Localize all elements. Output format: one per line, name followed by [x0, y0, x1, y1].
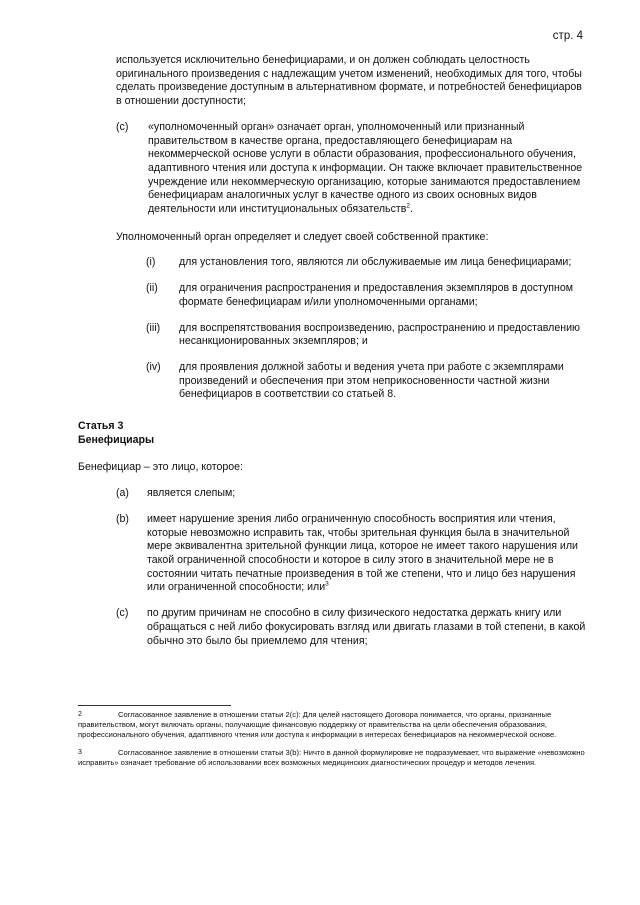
footnotes — [78, 705, 590, 776]
footnote-text: Согласованное заявление в отношении статьи 3(b): Ничто в данной формулировке не подразумевает, что выражение «невозможно исправить» означает требование об использовании всех возможных медицинских диагностических процедур и методов лечения. — [78, 748, 585, 768]
practice-item-i — [78, 256, 586, 270]
beneficiary-intro: Бенефициар – это лицо, которое: — [78, 461, 243, 474]
beneficiary-item-c — [78, 607, 586, 648]
footnote-2 — [78, 710, 590, 740]
item-label: (c) — [116, 607, 129, 620]
footnote-ref-2: 2 — [406, 202, 410, 210]
item-text: для установления того, являются ли обслуживаемые им лица бенефициарами; — [179, 256, 572, 269]
practice-item-iv — [78, 361, 586, 402]
footnote-3 — [78, 748, 590, 768]
beneficiary-item-a — [78, 487, 586, 501]
item-label: (a) — [116, 487, 129, 500]
definition-item-c — [78, 121, 586, 217]
item-label: (iv) — [146, 360, 161, 373]
footnote-text: Согласованное заявление в отношении статьи 2(c): Для целей настоящего Договора понимается, что органы, признанные правительством, могут включать органы, получающие финансовую поддержку от правительства на цели обеспечения образования, профессионального обучения, адаптивного чтения или доступа к информации в интересах бенефициаров на некоммерческой основе. — [78, 710, 557, 740]
practice-item-ii — [78, 282, 586, 309]
page-number: стр. 4 — [552, 30, 583, 42]
document-body — [78, 54, 586, 648]
item-label: (iii) — [146, 321, 161, 334]
article-title: Бенефициары — [78, 433, 155, 446]
item-text: по другим причинам не способно в силу физического недостатка держать книгу или обращаться с ней либо фокусировать взгляд или двигать глазами в той степени, в какой обычно это было бы приемлемо для чтения; — [147, 607, 586, 647]
continuation-paragraph: используется исключительно бенефициарами, и он должен соблюдать целостность оригинального произведения с надлежащим учетом изменений, необходимых для того, чтобы сделать произведение доступным в альтернативном формате, и потребностей бенефициаров в отношении доступности; — [116, 54, 582, 108]
item-text: «уполномоченный орган» означает орган, уполномоченный или признанный правительством в качестве органа, предоставляющего бенефициарам на некоммерческой основе услуги в области образования, профессионального обучения, адаптивного чтения или доступа к информации. Он также включает правительственное учреждение или некоммерческую организацию, которые занимаются предоставлением бенефициарам аналогичных услуг в качестве одного из своих основных видов деятельности или институциональных обязательств$^2$. — [148, 120, 583, 216]
item-text: для проявления должной заботы и ведения учета при работе с экземплярами произведений и обеспечения при этом неприкосновенности частной жизни бенефициаров в соответствии со статьей 8. — [179, 360, 564, 401]
footnote-separator — [78, 705, 231, 706]
item-text: является слепым; — [147, 487, 236, 500]
footnote-ref-3: 3 — [325, 580, 329, 588]
item-text: для ограничения распространения и предоставления экземпляров в доступном формате бенефициарам и/или уполномоченными органами; — [179, 282, 574, 308]
article-number: Статья 3 — [78, 420, 124, 433]
item-text: для воспрепятствования воспроизведению, распространению и предоставлению несанкционированных экземпляров; и — [179, 321, 580, 348]
item-label: (i) — [146, 256, 156, 269]
item-label: (b) — [116, 512, 129, 525]
authorized-body-intro: Уполномоченный орган определяет и следует своей собственной практике: — [116, 230, 489, 243]
item-text: имеет нарушение зрения либо ограниченную способность восприятия или чтения, которые невозможно исправить так, чтобы зрительная функция была в значительной мере эквивалентна зрительной функции лица, которое не имеет такого нарушения или такой ограниченной способности и которое в силу этого в значительной мере не в состоянии читать печатные произведения в той же степени, что и лицо без нарушения или ограниченной способности; или$^3$ — [147, 512, 578, 594]
footnote-number: 3 — [78, 749, 82, 757]
practice-item-iii — [78, 322, 586, 349]
item-label: (ii) — [146, 282, 158, 295]
item-label: (c) — [116, 120, 129, 133]
footnote-number: 2 — [78, 711, 82, 718]
beneficiary-item-b — [78, 513, 586, 595]
